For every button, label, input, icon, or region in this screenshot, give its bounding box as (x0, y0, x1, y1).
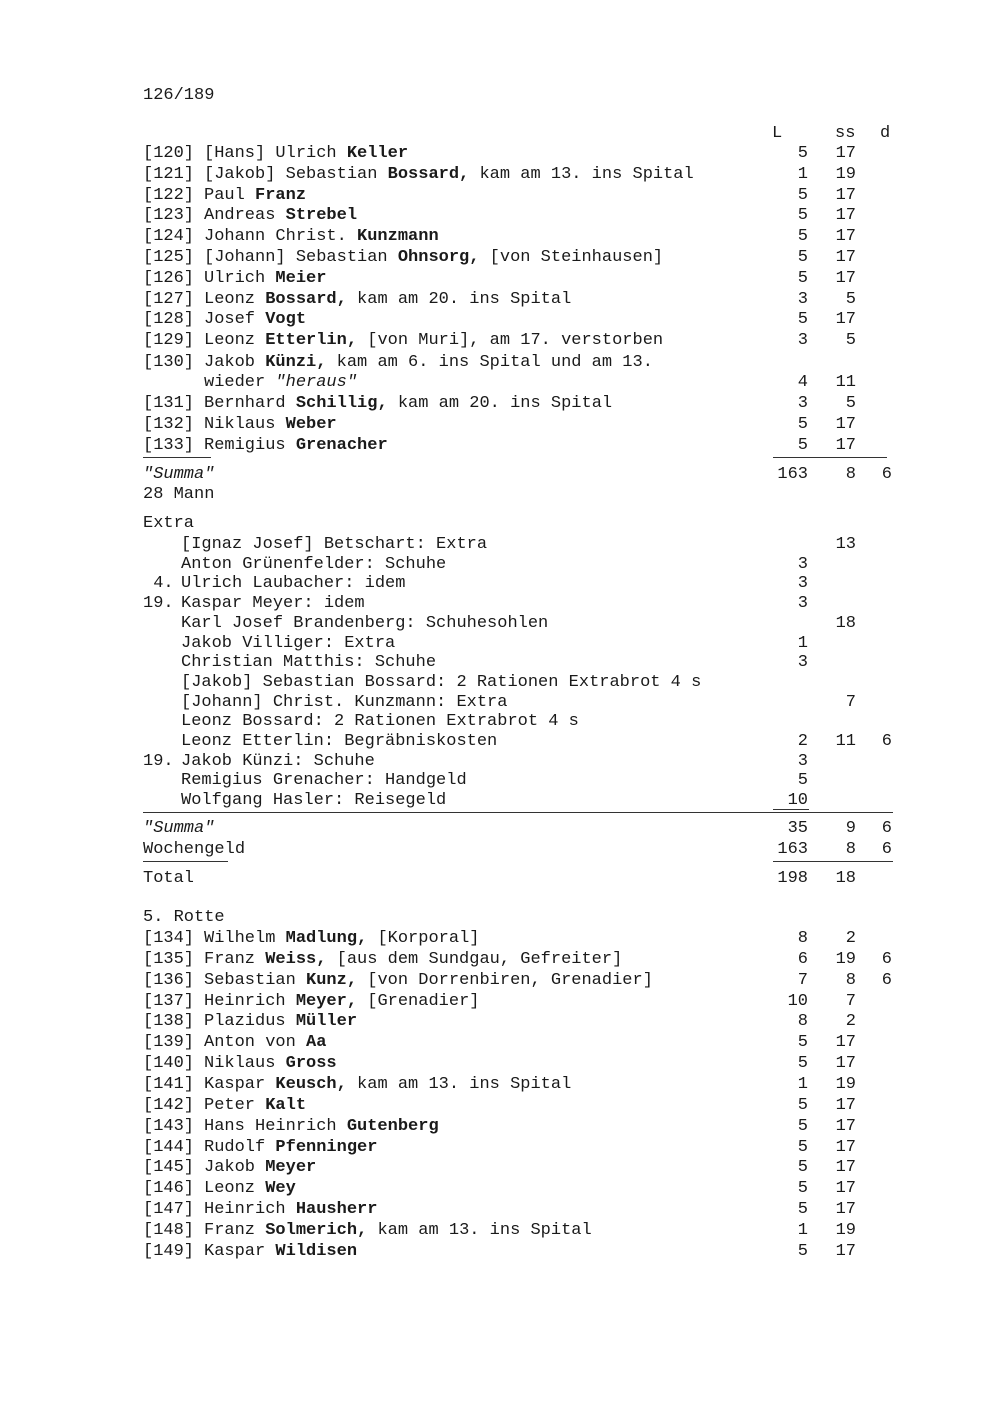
amount-L: 5 (797, 435, 808, 455)
amount-L: 5 (797, 1241, 808, 1261)
remark: [Korporal] (367, 929, 480, 948)
amount-ss: 19 (835, 1220, 856, 1240)
given-name: Leonz (204, 1179, 266, 1199)
divider (143, 457, 211, 458)
amount-ss: 17 (835, 1033, 856, 1053)
row-name (204, 1138, 377, 1158)
extra-entry: Remigius Grenacher: Handgeld (181, 771, 467, 791)
amount-L: 3 (797, 751, 808, 771)
remark: kam am 20. ins Spital (387, 394, 613, 413)
row-name (204, 394, 612, 414)
page-label: 126/189 (143, 86, 215, 105)
row-name (204, 950, 622, 970)
surname: Vogt (265, 310, 307, 330)
given-name: Niklaus (204, 1054, 286, 1074)
column-header-ss: ss (835, 124, 856, 143)
amount-L: 3 (797, 394, 808, 413)
row-name (204, 1117, 439, 1137)
row-number: [140] (143, 1054, 195, 1074)
given-name: Ulrich (204, 268, 276, 288)
row-name (204, 1012, 357, 1032)
row-number: [137] (143, 991, 195, 1011)
amount-ss: 17 (835, 206, 856, 226)
surname: Bossard, (265, 289, 347, 309)
given-name: Hans Heinrich (204, 1116, 347, 1136)
amount-L: 5 (797, 1033, 808, 1053)
row-number: [132] (143, 414, 195, 434)
given-name: Franz (204, 949, 266, 969)
wochengeld-ss: 8 (845, 840, 856, 859)
row-name (204, 1179, 296, 1199)
extra-entry: Karl Josef Brandenberg: Schuhesohlen (181, 613, 549, 633)
amount-ss: 17 (835, 310, 856, 330)
total-ss: 18 (835, 869, 856, 888)
amount-ss: 2 (845, 1012, 856, 1032)
remark: kam am 13. ins Spital (367, 1220, 592, 1240)
given-name: Jakob (204, 353, 266, 372)
extra-entry: Anton Grünenfelder: Schuhe (181, 554, 447, 574)
row-number: [135] (143, 949, 195, 969)
given-name: Franz (204, 1220, 266, 1240)
amount-ss: 17 (835, 414, 856, 434)
row-name (204, 144, 408, 164)
amount-ss: 17 (835, 1116, 856, 1136)
extra-entry: [Johann] Christ. Kunzmann: Extra (181, 692, 508, 712)
row-number: [123] (143, 206, 195, 226)
divider (143, 812, 893, 813)
amount-ss: 19 (835, 949, 856, 969)
amount-ss: 17 (835, 1241, 856, 1261)
given-name: Niklaus (204, 414, 286, 434)
amount-L: 5 (797, 1200, 808, 1220)
given-name: Heinrich (204, 1200, 296, 1220)
amount-ss: 17 (835, 1179, 856, 1199)
amount-ss: 2 (845, 929, 856, 948)
given-name: Kaspar (204, 1241, 276, 1261)
surname: Künzi, (265, 353, 327, 372)
amount-L: 5 (797, 771, 808, 791)
amount-d: 6 (881, 949, 892, 969)
amount-L: 3 (797, 331, 808, 351)
row-name (204, 165, 694, 185)
amount-L: 5 (797, 1158, 808, 1178)
given-name: Kaspar (204, 1074, 276, 1094)
amount-L: 5 (797, 310, 808, 330)
row-name (204, 206, 357, 226)
entry-prefix: 4. (143, 574, 174, 594)
amount-L: 3 (797, 594, 808, 614)
total-label: Total (143, 869, 195, 888)
surname: Aa (306, 1033, 327, 1053)
total-L: 198 (777, 869, 808, 888)
row-name (204, 1054, 337, 1074)
given-name: Rudolf (204, 1137, 276, 1157)
amount-ss: 11 (835, 373, 856, 392)
amount-L: 1 (797, 1074, 808, 1094)
remark: kam am 6. ins Spital und am 13. (326, 353, 653, 372)
remark: kam am 20. ins Spital (346, 289, 572, 309)
given-name: Remigius (204, 435, 296, 455)
extra-summa-d: 6 (881, 819, 892, 838)
row-name (204, 310, 306, 330)
amount-L: 2 (797, 732, 808, 751)
amount-L: 3 (797, 574, 808, 594)
given-name: Johann Christ. (204, 227, 358, 247)
amount-L: 1 (797, 1220, 808, 1240)
amount-d: 6 (881, 970, 892, 990)
amount-ss: 17 (835, 1200, 856, 1220)
remark: [von Dorrenbiren, Grenadier] (357, 970, 653, 990)
surname: Müller (295, 1012, 358, 1032)
extra-entry: Leonz Bossard: 2 Rationen Extrabrot 4 s (181, 712, 579, 732)
amount-L: 5 (797, 1179, 808, 1199)
row-number: [136] (143, 970, 195, 990)
row-number: [127] (143, 289, 195, 309)
surname: Gutenberg (346, 1116, 439, 1136)
row-number: [146] (143, 1179, 195, 1199)
extra-entry: Wolfgang Hasler: Reisegeld (181, 791, 447, 811)
amount-L: 6 (797, 949, 808, 969)
row-name (204, 186, 306, 206)
surname: Etterlin, (265, 331, 358, 351)
row-name (204, 1221, 592, 1241)
amount-ss: 17 (835, 1095, 856, 1115)
surname: Weber (285, 414, 337, 434)
surname: Solmerich, (265, 1220, 368, 1240)
extra-entry: Christian Matthis: Schuhe (181, 653, 437, 673)
amount-ss: 17 (835, 185, 856, 205)
given-name: Leonz (204, 289, 266, 309)
amount-L: 3 (797, 554, 808, 574)
row-name (204, 1242, 357, 1262)
amount-ss: 5 (845, 289, 856, 309)
wochengeld-d: 6 (881, 840, 892, 859)
amount-ss: 8 (845, 970, 856, 990)
row-name (204, 1033, 326, 1053)
remark: wieder (204, 373, 276, 392)
amount-L: 5 (797, 206, 808, 226)
row-name (204, 1096, 306, 1116)
column-header-L: L (772, 124, 783, 143)
row-number: [139] (143, 1033, 195, 1053)
row-number: [133] (143, 435, 195, 455)
summa-d: 6 (881, 465, 892, 484)
row-number: [121] (143, 164, 195, 184)
amount-L: 5 (797, 414, 808, 434)
row-number: [130] (143, 353, 195, 372)
summa-label: "Summa" (143, 465, 215, 484)
given-name: [Hans] Ulrich (204, 144, 347, 163)
amount-L: 8 (797, 1012, 808, 1032)
amount-ss: 17 (835, 1158, 856, 1178)
row-name (204, 1075, 571, 1095)
amount-ss: 17 (835, 435, 856, 455)
amount-ss: 17 (835, 248, 856, 267)
given-name: Peter (204, 1095, 266, 1115)
surname: Meyer, (295, 991, 358, 1011)
summa-L: 163 (777, 465, 808, 484)
amount-ss: 5 (845, 331, 856, 351)
surname: Madlung, (285, 929, 368, 948)
remark: kam am 13. ins Spital (469, 164, 694, 184)
extra-entry: Kaspar Meyer: idem (181, 594, 365, 614)
divider (773, 809, 809, 810)
surname: Gross (285, 1054, 337, 1074)
surname: Kunzmann (357, 227, 439, 247)
row-name (204, 353, 653, 373)
row-number: [144] (143, 1137, 195, 1157)
divider (143, 861, 228, 862)
amount-ss: 7 (845, 991, 856, 1011)
wochengeld-L: 163 (777, 840, 808, 859)
row-number: [125] (143, 248, 195, 267)
row-name (204, 227, 439, 247)
surname: Bossard, (387, 164, 470, 184)
surname: Schillig, (295, 394, 388, 413)
amount-L: 1 (797, 633, 808, 653)
amount-L: 5 (797, 227, 808, 247)
amount-ss: 17 (835, 1054, 856, 1074)
given-name: Jakob (204, 1158, 266, 1178)
extra-heading: Extra (143, 514, 195, 533)
rotte-heading: 5. Rotte (143, 908, 225, 927)
amount-L: 8 (797, 929, 808, 948)
row-number: [131] (143, 394, 195, 413)
amount-ss: 18 (835, 613, 856, 633)
divider (773, 457, 887, 458)
row-number: [120] (143, 144, 195, 163)
quoted-remark: "heraus" (275, 373, 358, 392)
row-number: [142] (143, 1095, 195, 1115)
amount-L: 5 (797, 1116, 808, 1136)
row-number: [122] (143, 185, 195, 205)
remark-continued (204, 373, 357, 393)
row-number: [126] (143, 268, 195, 288)
given-name: Josef (204, 310, 266, 330)
surname: Ohnsorg, (397, 248, 480, 267)
surname: Strebel (285, 206, 358, 226)
surname: Meyer (265, 1158, 317, 1178)
amount-d: 6 (881, 732, 892, 751)
given-name: [Johann] Sebastian (204, 248, 398, 267)
extra-entry: Jakob Villiger: Extra (181, 633, 396, 653)
surname: Hausherr (295, 1200, 378, 1220)
amount-L: 5 (797, 185, 808, 205)
extra-entry: Jakob Künzi: Schuhe (181, 751, 375, 771)
surname: Meier (275, 268, 327, 288)
wochengeld-label: Wochengeld (143, 840, 246, 859)
surname: Keller (346, 144, 409, 163)
extra-summa-L: 35 (787, 819, 808, 838)
amount-ss: 19 (835, 1074, 856, 1094)
row-name (204, 929, 479, 949)
given-name: Leonz (204, 331, 266, 351)
row-name (204, 269, 326, 289)
amount-L: 5 (797, 248, 808, 267)
amount-L: 4 (797, 373, 808, 392)
summa-ss: 8 (845, 465, 856, 484)
given-name: Sebastian (204, 970, 307, 990)
amount-ss: 17 (835, 1137, 856, 1157)
remark: [von Muri], am 17. verstorben (357, 331, 664, 351)
row-name (204, 415, 337, 435)
row-number: [148] (143, 1220, 195, 1240)
row-name (204, 1158, 316, 1178)
row-name (204, 971, 653, 991)
extra-summa-ss: 9 (845, 819, 856, 838)
divider (773, 861, 893, 862)
amount-ss: 17 (835, 268, 856, 288)
extra-entry: [Ignaz Josef] Betschart: Extra (181, 535, 488, 554)
surname: Grenacher (295, 435, 388, 455)
given-name: Plazidus (204, 1012, 296, 1032)
amount-L: 1 (797, 164, 808, 184)
row-number: [145] (143, 1158, 195, 1178)
amount-L: 3 (797, 289, 808, 309)
surname: Wildisen (275, 1241, 358, 1261)
amount-L: 5 (797, 1054, 808, 1074)
extra-entry: [Jakob] Sebastian Bossard: 2 Rationen Extrabrot 4 s (181, 672, 702, 692)
row-name (204, 248, 663, 268)
surname: Pfenninger (275, 1137, 378, 1157)
row-number: [138] (143, 1012, 195, 1032)
row-number: [124] (143, 227, 195, 247)
amount-L: 5 (797, 144, 808, 163)
surname: Weiss, (265, 949, 327, 969)
row-name (204, 1200, 377, 1220)
row-number: [134] (143, 929, 195, 948)
remark: kam am 13. ins Spital (346, 1074, 572, 1094)
row-name (204, 331, 663, 351)
given-name: Wilhelm (204, 929, 286, 948)
given-name: [Jakob] Sebastian (204, 164, 388, 184)
amount-ss: 5 (845, 394, 856, 413)
amount-L: 7 (797, 970, 808, 990)
surname: Keusch, (275, 1074, 347, 1094)
given-name: Anton von (204, 1033, 307, 1053)
row-number: [128] (143, 310, 195, 330)
amount-L: 5 (797, 1095, 808, 1115)
remark: [Grenadier] (357, 991, 480, 1011)
amount-L: 3 (797, 653, 808, 673)
column-header-d: d (880, 124, 891, 143)
surname: Wey (265, 1179, 296, 1199)
remark: [von Steinhausen] (479, 248, 664, 267)
entry-prefix: 19. (143, 594, 174, 614)
mann-count: 28 Mann (143, 485, 215, 504)
amount-ss: 7 (845, 692, 856, 712)
row-number: [147] (143, 1200, 195, 1220)
given-name: Paul (204, 185, 256, 205)
amount-L: 5 (797, 268, 808, 288)
row-number: [129] (143, 331, 195, 351)
row-number: [143] (143, 1116, 195, 1136)
amount-ss: 13 (835, 535, 856, 554)
extra-summa-label: "Summa" (143, 819, 215, 838)
amount-L: 5 (797, 1137, 808, 1157)
amount-ss: 17 (835, 227, 856, 247)
amount-L: 10 (787, 791, 808, 811)
entry-prefix: 19. (143, 751, 174, 771)
given-name: Andreas (204, 206, 286, 226)
amount-ss: 19 (835, 164, 856, 184)
surname: Kalt (265, 1095, 307, 1115)
remark: [aus dem Sundgau, Gefreiter] (326, 949, 623, 969)
extra-entry: Ulrich Laubacher: idem (181, 574, 406, 594)
row-name (204, 436, 388, 456)
row-number: [149] (143, 1241, 195, 1261)
surname: Franz (255, 185, 307, 205)
given-name: Heinrich (204, 991, 296, 1011)
amount-ss: 11 (835, 732, 856, 751)
surname: Kunz, (306, 970, 358, 990)
amount-L: 10 (787, 991, 808, 1011)
given-name: Bernhard (204, 394, 296, 413)
row-name (204, 290, 571, 310)
extra-entry: Leonz Etterlin: Begräbniskosten (181, 732, 498, 751)
row-name (204, 992, 479, 1012)
row-number: [141] (143, 1074, 195, 1094)
amount-ss: 17 (835, 144, 856, 163)
